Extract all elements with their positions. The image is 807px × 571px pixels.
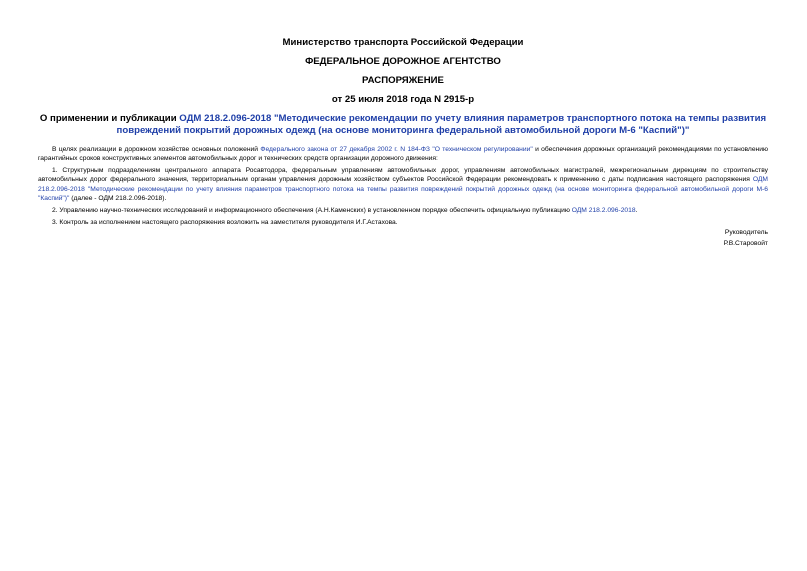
federal-law-link[interactable]: Федерального закона от 27 декабря 2002 г. N 184-ФЗ "О техническом регулировании"	[260, 146, 533, 153]
paragraph-text: и обеспечения дорожных организаций рекомендациями по установлению гарантийных сроков конструктивных элементов автомобильных дорог и технических средств организации дорожного движения:	[38, 146, 769, 163]
paragraph-item-1	[38, 166, 768, 203]
title-document-link[interactable]: ОДМ 218.2.096-2018 "Методические рекомендации по учету влияния параметров транспортного потока на темпы развития повреждений покрытий дорожных одежд (на основе мониторинга федеральной автомобильной дороги М-6 "Каспий")"	[116, 113, 767, 136]
odm-document-link[interactable]: ОДМ 218.2.096-2018 "Методические рекомендации по учету влияния параметров транспортного потока на темпы развития повреждений покрытий дорожных одежд (на основе мониторинга федеральной автомобильной дороги М-6 "Каспий")"	[38, 176, 768, 202]
document-type: РАСПОРЯЖЕНИЕ	[362, 75, 444, 86]
document-body	[38, 145, 768, 229]
signature-role: Руководитель	[724, 229, 768, 236]
paragraph-item-2	[38, 206, 768, 215]
paragraph-text: 3. Контроль за исполнением настоящего распоряжения возложить на заместителя руководителя И.Г.Астахова.	[52, 218, 398, 226]
ministry-name: Министерство транспорта Российской Федерации	[282, 37, 524, 48]
paragraph-text: 2. Управлению научно-технических исследований и информационного обеспечения (А.Н.Каменских) в установленном порядке обеспечить официальную публикацию	[52, 206, 572, 214]
paragraph-text: 1. Структурным подразделениям центрального аппарата Росавтодора, федеральным управлениям автомобильных дорог, управлениям автомобильных магистралей, межрегиональным дирекциям по строительству автомобильных дорог федерального значения, территориальным органам управления дорожным хозяйством субъектов Российской Федерации рекомендовать к применению с даты подписания настоящего распоряжения	[38, 167, 768, 184]
document-date: от 25 июля 2018 года N 2915-р	[331, 94, 475, 105]
odm-short-link[interactable]: ОДМ 218.2.096-2018	[571, 206, 636, 214]
paragraph-text: .	[635, 206, 638, 214]
signature-name: Р.В.Старовойт	[723, 240, 768, 247]
paragraph-text: В целях реализации в дорожном хозяйстве основных положений	[52, 146, 261, 153]
agency-name: ФЕДЕРАЛЬНОЕ ДОРОЖНОЕ АГЕНТСТВО	[305, 56, 501, 67]
paragraph-item-3	[38, 218, 768, 227]
title-prefix: О применении и публикации	[39, 113, 180, 124]
paragraph-preamble	[38, 145, 768, 164]
paragraph-text: (далее - ОДМ 218.2.096-2018).	[69, 194, 167, 202]
document-title	[38, 113, 768, 137]
